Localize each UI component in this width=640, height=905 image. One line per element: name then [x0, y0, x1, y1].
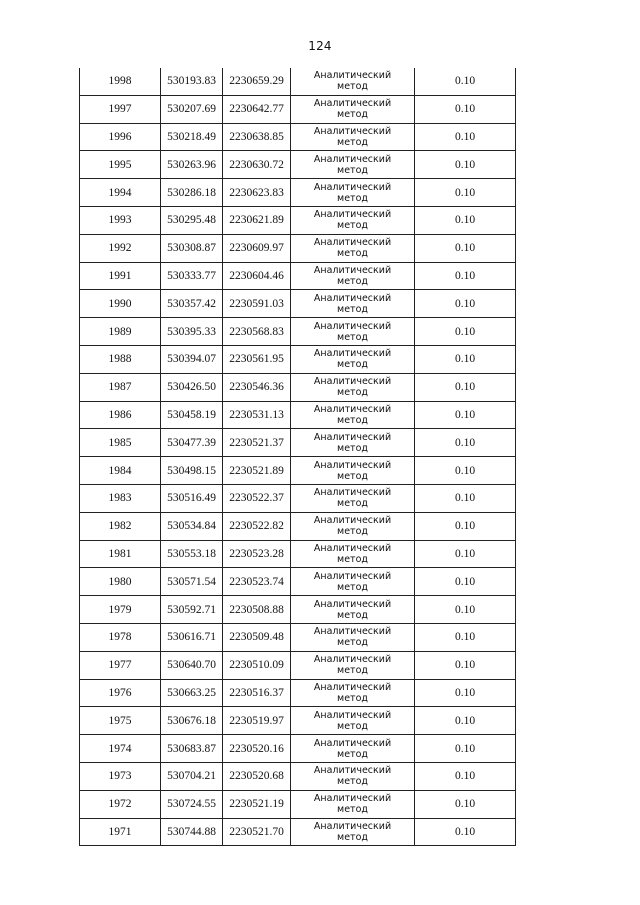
method-line-2: метод [337, 220, 368, 232]
x-coordinate-cell: 530477.39 [161, 429, 223, 457]
table-row [80, 790, 516, 818]
x-coordinate-cell: 530308.87 [161, 234, 223, 262]
point-number-cell: 1973 [80, 762, 161, 790]
method-line-1: Аналитический [313, 654, 392, 666]
method-cell [291, 762, 415, 790]
method-cell [291, 179, 415, 207]
x-coordinate-cell: 530663.25 [161, 679, 223, 707]
method-line-2: метод [337, 248, 368, 260]
method-line-1: Аналитический [313, 237, 392, 249]
accuracy-cell: 0.10 [415, 762, 516, 790]
method-line-2: метод [337, 748, 368, 760]
accuracy-cell: 0.10 [415, 429, 516, 457]
method-line-1: Аналитический [313, 403, 392, 415]
method-line-2: метод [337, 109, 368, 121]
method-line-1: Аналитический [313, 125, 392, 137]
table-row [80, 596, 516, 624]
accuracy-cell: 0.10 [415, 234, 516, 262]
method-cell [291, 540, 415, 568]
method-cell [291, 484, 415, 512]
point-number-cell: 1991 [80, 262, 161, 290]
point-number-cell: 1986 [80, 401, 161, 429]
method-line-2: метод [337, 192, 368, 204]
table-row [80, 68, 516, 95]
y-coordinate-cell: 2230568.83 [223, 318, 291, 346]
point-number-cell: 1994 [80, 179, 161, 207]
method-cell [291, 290, 415, 318]
table-row [80, 651, 516, 679]
x-coordinate-cell: 530616.71 [161, 623, 223, 651]
x-coordinate-cell: 530193.83 [161, 68, 223, 95]
method-line-2: метод [337, 414, 368, 426]
point-number-cell: 1998 [80, 68, 161, 95]
accuracy-cell: 0.10 [415, 123, 516, 151]
accuracy-cell: 0.10 [415, 818, 516, 846]
table-row [80, 762, 516, 790]
x-coordinate-cell: 530207.69 [161, 95, 223, 123]
method-cell [291, 123, 415, 151]
y-coordinate-cell: 2230604.46 [223, 262, 291, 290]
method-line-1: Аналитический [313, 765, 392, 777]
accuracy-cell: 0.10 [415, 790, 516, 818]
method-cell [291, 457, 415, 485]
method-cell [291, 790, 415, 818]
x-coordinate-cell: 530534.84 [161, 512, 223, 540]
method-line-1: Аналитический [313, 820, 392, 832]
x-coordinate-cell: 530295.48 [161, 206, 223, 234]
y-coordinate-cell: 2230520.16 [223, 735, 291, 763]
method-line-1: Аналитический [313, 320, 392, 332]
point-number-cell: 1975 [80, 707, 161, 735]
x-coordinate-cell: 530553.18 [161, 540, 223, 568]
method-line-1: Аналитический [313, 709, 392, 721]
x-coordinate-cell: 530498.15 [161, 457, 223, 485]
y-coordinate-cell: 2230516.37 [223, 679, 291, 707]
y-coordinate-cell: 2230623.83 [223, 179, 291, 207]
accuracy-cell: 0.10 [415, 262, 516, 290]
point-number-cell: 1987 [80, 373, 161, 401]
coordinates-table [79, 68, 516, 846]
x-coordinate-cell: 530426.50 [161, 373, 223, 401]
method-line-1: Аналитический [313, 431, 392, 443]
method-line-1: Аналитический [313, 737, 392, 749]
point-number-cell: 1997 [80, 95, 161, 123]
point-number-cell: 1984 [80, 457, 161, 485]
y-coordinate-cell: 2230561.95 [223, 345, 291, 373]
method-cell [291, 651, 415, 679]
x-coordinate-cell: 530394.07 [161, 345, 223, 373]
y-coordinate-cell: 2230522.37 [223, 484, 291, 512]
table-row [80, 457, 516, 485]
method-cell [291, 345, 415, 373]
accuracy-cell: 0.10 [415, 401, 516, 429]
y-coordinate-cell: 2230523.74 [223, 568, 291, 596]
y-coordinate-cell: 2230521.70 [223, 818, 291, 846]
method-line-1: Аналитический [313, 376, 392, 388]
method-cell [291, 818, 415, 846]
method-line-2: метод [337, 303, 368, 315]
accuracy-cell: 0.10 [415, 651, 516, 679]
method-line-1: Аналитический [313, 348, 392, 360]
accuracy-cell: 0.10 [415, 707, 516, 735]
method-line-2: метод [337, 553, 368, 565]
page-number: 124 [308, 39, 332, 53]
method-line-1: Аналитический [313, 598, 392, 610]
x-coordinate-cell: 530724.55 [161, 790, 223, 818]
method-line-2: метод [337, 81, 368, 93]
method-line-2: метод [337, 692, 368, 704]
accuracy-cell: 0.10 [415, 68, 516, 95]
method-line-2: метод [337, 164, 368, 176]
method-line-2: метод [337, 498, 368, 510]
method-line-2: метод [337, 637, 368, 649]
point-number-cell: 1992 [80, 234, 161, 262]
table-row [80, 679, 516, 707]
point-number-cell: 1971 [80, 818, 161, 846]
y-coordinate-cell: 2230609.97 [223, 234, 291, 262]
method-line-2: метод [337, 442, 368, 454]
table-row [80, 318, 516, 346]
method-cell [291, 596, 415, 624]
point-number-cell: 1990 [80, 290, 161, 318]
table-row [80, 123, 516, 151]
method-cell [291, 234, 415, 262]
method-cell [291, 68, 415, 95]
x-coordinate-cell: 530676.18 [161, 707, 223, 735]
method-line-1: Аналитический [313, 181, 392, 193]
method-line-1: Аналитический [313, 793, 392, 805]
x-coordinate-cell: 530683.87 [161, 735, 223, 763]
point-number-cell: 1983 [80, 484, 161, 512]
method-line-1: Аналитический [313, 542, 392, 554]
y-coordinate-cell: 2230523.28 [223, 540, 291, 568]
method-cell [291, 707, 415, 735]
coordinates-table-body [80, 68, 516, 846]
accuracy-cell: 0.10 [415, 679, 516, 707]
x-coordinate-cell: 530458.19 [161, 401, 223, 429]
point-number-cell: 1993 [80, 206, 161, 234]
x-coordinate-cell: 530263.96 [161, 151, 223, 179]
method-line-1: Аналитический [313, 459, 392, 471]
method-cell [291, 401, 415, 429]
method-cell [291, 373, 415, 401]
method-cell [291, 262, 415, 290]
y-coordinate-cell: 2230630.72 [223, 151, 291, 179]
x-coordinate-cell: 530744.88 [161, 818, 223, 846]
table-row [80, 429, 516, 457]
method-cell [291, 512, 415, 540]
accuracy-cell: 0.10 [415, 95, 516, 123]
point-number-cell: 1978 [80, 623, 161, 651]
x-coordinate-cell: 530286.18 [161, 179, 223, 207]
method-line-1: Аналитический [313, 570, 392, 582]
table-row [80, 540, 516, 568]
method-line-1: Аналитический [313, 626, 392, 638]
method-line-1: Аналитический [313, 264, 392, 276]
method-cell [291, 318, 415, 346]
accuracy-cell: 0.10 [415, 568, 516, 596]
method-line-1: Аналитический [313, 209, 392, 221]
table-row [80, 623, 516, 651]
accuracy-cell: 0.10 [415, 345, 516, 373]
accuracy-cell: 0.10 [415, 457, 516, 485]
method-cell [291, 206, 415, 234]
accuracy-cell: 0.10 [415, 290, 516, 318]
table-row [80, 151, 516, 179]
point-number-cell: 1979 [80, 596, 161, 624]
method-cell [291, 568, 415, 596]
table-row [80, 512, 516, 540]
x-coordinate-cell: 530357.42 [161, 290, 223, 318]
method-line-2: метод [337, 776, 368, 788]
method-cell [291, 151, 415, 179]
y-coordinate-cell: 2230508.88 [223, 596, 291, 624]
accuracy-cell: 0.10 [415, 623, 516, 651]
method-line-2: метод [337, 470, 368, 482]
y-coordinate-cell: 2230521.19 [223, 790, 291, 818]
method-line-2: метод [337, 331, 368, 343]
point-number-cell: 1982 [80, 512, 161, 540]
y-coordinate-cell: 2230546.36 [223, 373, 291, 401]
method-line-1: Аналитический [313, 292, 392, 304]
point-number-cell: 1976 [80, 679, 161, 707]
point-number-cell: 1974 [80, 735, 161, 763]
y-coordinate-cell: 2230659.29 [223, 68, 291, 95]
y-coordinate-cell: 2230510.09 [223, 651, 291, 679]
method-line-2: метод [337, 136, 368, 148]
method-line-2: метод [337, 387, 368, 399]
x-coordinate-cell: 530592.71 [161, 596, 223, 624]
method-cell [291, 95, 415, 123]
point-number-cell: 1981 [80, 540, 161, 568]
method-cell [291, 735, 415, 763]
method-cell [291, 429, 415, 457]
x-coordinate-cell: 530640.70 [161, 651, 223, 679]
accuracy-cell: 0.10 [415, 206, 516, 234]
y-coordinate-cell: 2230521.89 [223, 457, 291, 485]
y-coordinate-cell: 2230638.85 [223, 123, 291, 151]
accuracy-cell: 0.10 [415, 179, 516, 207]
point-number-cell: 1989 [80, 318, 161, 346]
method-line-1: Аналитический [313, 153, 392, 165]
point-number-cell: 1985 [80, 429, 161, 457]
y-coordinate-cell: 2230522.82 [223, 512, 291, 540]
table-row [80, 290, 516, 318]
table-row [80, 345, 516, 373]
method-line-1: Аналитический [313, 487, 392, 499]
method-line-1: Аналитический [313, 515, 392, 527]
y-coordinate-cell: 2230520.68 [223, 762, 291, 790]
method-line-2: метод [337, 275, 368, 287]
accuracy-cell: 0.10 [415, 484, 516, 512]
x-coordinate-cell: 530704.21 [161, 762, 223, 790]
table-row [80, 179, 516, 207]
table-row [80, 95, 516, 123]
point-number-cell: 1972 [80, 790, 161, 818]
point-number-cell: 1988 [80, 345, 161, 373]
table-row [80, 818, 516, 846]
point-number-cell: 1995 [80, 151, 161, 179]
x-coordinate-cell: 530516.49 [161, 484, 223, 512]
method-line-2: метод [337, 720, 368, 732]
accuracy-cell: 0.10 [415, 151, 516, 179]
method-cell [291, 623, 415, 651]
x-coordinate-cell: 530571.54 [161, 568, 223, 596]
y-coordinate-cell: 2230621.89 [223, 206, 291, 234]
accuracy-cell: 0.10 [415, 540, 516, 568]
table-row [80, 234, 516, 262]
table-row [80, 568, 516, 596]
accuracy-cell: 0.10 [415, 735, 516, 763]
table-row [80, 735, 516, 763]
accuracy-cell: 0.10 [415, 596, 516, 624]
method-line-2: метод [337, 359, 368, 371]
y-coordinate-cell: 2230591.03 [223, 290, 291, 318]
method-line-2: метод [337, 804, 368, 816]
point-number-cell: 1977 [80, 651, 161, 679]
method-line-2: метод [337, 665, 368, 677]
point-number-cell: 1980 [80, 568, 161, 596]
table-row [80, 373, 516, 401]
y-coordinate-cell: 2230531.13 [223, 401, 291, 429]
table-row [80, 262, 516, 290]
method-cell [291, 679, 415, 707]
accuracy-cell: 0.10 [415, 318, 516, 346]
method-line-1: Аналитический [313, 681, 392, 693]
point-number-cell: 1996 [80, 123, 161, 151]
x-coordinate-cell: 530395.33 [161, 318, 223, 346]
y-coordinate-cell: 2230509.48 [223, 623, 291, 651]
method-line-2: метод [337, 581, 368, 593]
method-line-1: Аналитический [313, 70, 392, 82]
accuracy-cell: 0.10 [415, 512, 516, 540]
x-coordinate-cell: 530333.77 [161, 262, 223, 290]
y-coordinate-cell: 2230519.97 [223, 707, 291, 735]
method-line-1: Аналитический [313, 98, 392, 110]
x-coordinate-cell: 530218.49 [161, 123, 223, 151]
method-line-2: метод [337, 526, 368, 538]
table-row [80, 707, 516, 735]
y-coordinate-cell: 2230642.77 [223, 95, 291, 123]
method-line-2: метод [337, 609, 368, 621]
method-line-2: метод [337, 831, 368, 843]
table-row [80, 401, 516, 429]
table-row [80, 484, 516, 512]
accuracy-cell: 0.10 [415, 373, 516, 401]
y-coordinate-cell: 2230521.37 [223, 429, 291, 457]
table-row [80, 206, 516, 234]
